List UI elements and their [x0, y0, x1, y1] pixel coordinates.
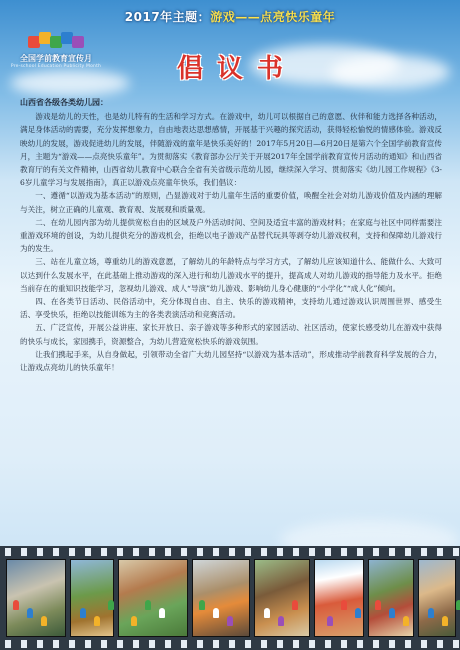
theme-highlight: 游戏——点亮快乐童年: [210, 10, 336, 24]
child-figure: [375, 600, 381, 610]
playground-photo: [70, 559, 114, 637]
child-figure: [159, 608, 165, 618]
paragraph-item-4: 四、在各类节日活动、民俗活动中，充分体现自由、自主、快乐的游戏精神，支持幼儿通过游戏认识周围世界、感受生活、享受快乐，拒绝以技能训练为主的各类表演活动和竞赛活动。: [20, 297, 442, 320]
child-figure: [456, 600, 460, 610]
child-figure: [278, 616, 284, 626]
child-figure: [145, 600, 151, 610]
film-perforation: [0, 548, 460, 556]
child-figure: [442, 616, 448, 626]
garden-photo: [418, 559, 456, 637]
child-figure: [355, 608, 361, 618]
child-figure: [41, 616, 47, 626]
child-figure: [131, 616, 137, 626]
stage-activity-photo: [314, 559, 364, 637]
classroom-photo: [192, 559, 250, 637]
child-figure: [428, 608, 434, 618]
puzzle-piece-icon: [72, 36, 84, 48]
child-figure: [227, 616, 233, 626]
logo-text: 全国学前教育宣传月: [20, 54, 92, 63]
child-figure: [403, 616, 409, 626]
paragraph-intro: 游戏是幼儿的天性，也是幼儿特有的生活和学习方式。在游戏中，幼儿可以根据自己的意愿、伙伴和能力选择各种活动，满足身体活动的需要，充分发挥想象力，自由地表达思想感情，开展基于兴趣的探究活动，获得轻松愉悦的情感体验。游戏反映幼儿的发展，游戏促进幼儿的发展，伴随游戏的童年是快乐美好的！2017年5月20日—6月20日是第六个全国学前教育宣传月，主题为“游戏——点亮快乐童年”。为贯彻落实《教育部办公厅关于开展2017年全国学前教育宣传月活动的通知》和山西省教育厅的有关文件精神，山西省幼儿教育中心联合全省有关省级示范幼儿园，继续深入学习、贯彻落实《幼儿园工作规程》《3-6岁儿童学习与发展指南》，真正以游戏点亮童年快乐，我们倡议：: [20, 112, 442, 188]
outdoor-play-photo: [6, 559, 66, 637]
child-figure: [108, 600, 114, 610]
child-figure: [292, 600, 298, 610]
paragraph-item-1: 一、遵循“以游戏为基本活动”的原则，凸显游戏对于幼儿童年生活的重要价值，唤醒全社会对幼儿游戏价值及内涵的理解与关注，树立正确的儿童观、教育观、发展观和质量观。: [20, 191, 442, 214]
child-figure: [264, 608, 270, 618]
photo-filmstrip: [0, 546, 460, 650]
child-figure: [327, 616, 333, 626]
logo-subtext: Pre-school Education Publicity Month: [10, 64, 102, 69]
theme-prefix: 2017年主题：: [124, 10, 211, 24]
child-figure: [213, 608, 219, 618]
child-figure: [13, 600, 19, 610]
child-figure: [199, 600, 205, 610]
child-figure: [27, 608, 33, 618]
child-figure: [389, 608, 395, 618]
paragraph-item-2: 二、在幼儿园内部为幼儿提供宽松自由的区域及户外活动时间、空间及适宜丰富的游戏材料；在家庭与社区中同样需要注重游戏环境的创设，为幼儿提供充分的游戏机会，拒绝以电子游戏产品替代玩具等剥夺幼儿游戏权利，支持和保障幼儿游戏行为的发生。: [20, 217, 442, 254]
child-figure: [94, 616, 100, 626]
child-figure: [80, 608, 86, 618]
group-activity-photo: [118, 559, 188, 637]
paragraph-item-3: 三、站在儿童立场，尊重幼儿的游戏意愿，了解幼儿的年龄特点与学习方式，了解幼儿应该知道什么、能做什么、大致可以达到什么发展水平，在此基础上推动游戏的深入进行和幼儿游戏水平的提升，提高成人对幼儿游戏的指导能力及水平。拒绝当前存在的重知识技能学习，忽视幼儿游戏、成人“导演”幼儿游戏、影响幼儿身心健康的“小学化”“成人化”倾向。: [20, 257, 442, 293]
paragraph-item-5: 五、广泛宣传，开展公益讲座、家长开放日、亲子游戏等多种形式的家园活动、社区活动，使家长感受幼儿在游戏中获得的快乐与成长，家园携手，资源整合，为幼儿营造宽松快乐的游戏氛围。: [20, 323, 442, 346]
child-figure: [341, 600, 347, 610]
proposal-body: [20, 96, 442, 374]
film-perforation: [0, 640, 460, 648]
sand-play-photo: [254, 559, 310, 637]
paragraph-closing: 让我们携起手来，从自身做起，引领带动全省广大幼儿园坚持“以游戏为基本活动”，形成推动学前教育科学发展的合力，让游戏点亮幼儿的快乐童年！: [20, 349, 442, 373]
document-title: 倡议书: [176, 54, 297, 84]
theme-banner: [0, 8, 460, 25]
salutation: 山西省各级各类幼儿园：: [20, 97, 108, 107]
craft-photo: [368, 559, 414, 637]
